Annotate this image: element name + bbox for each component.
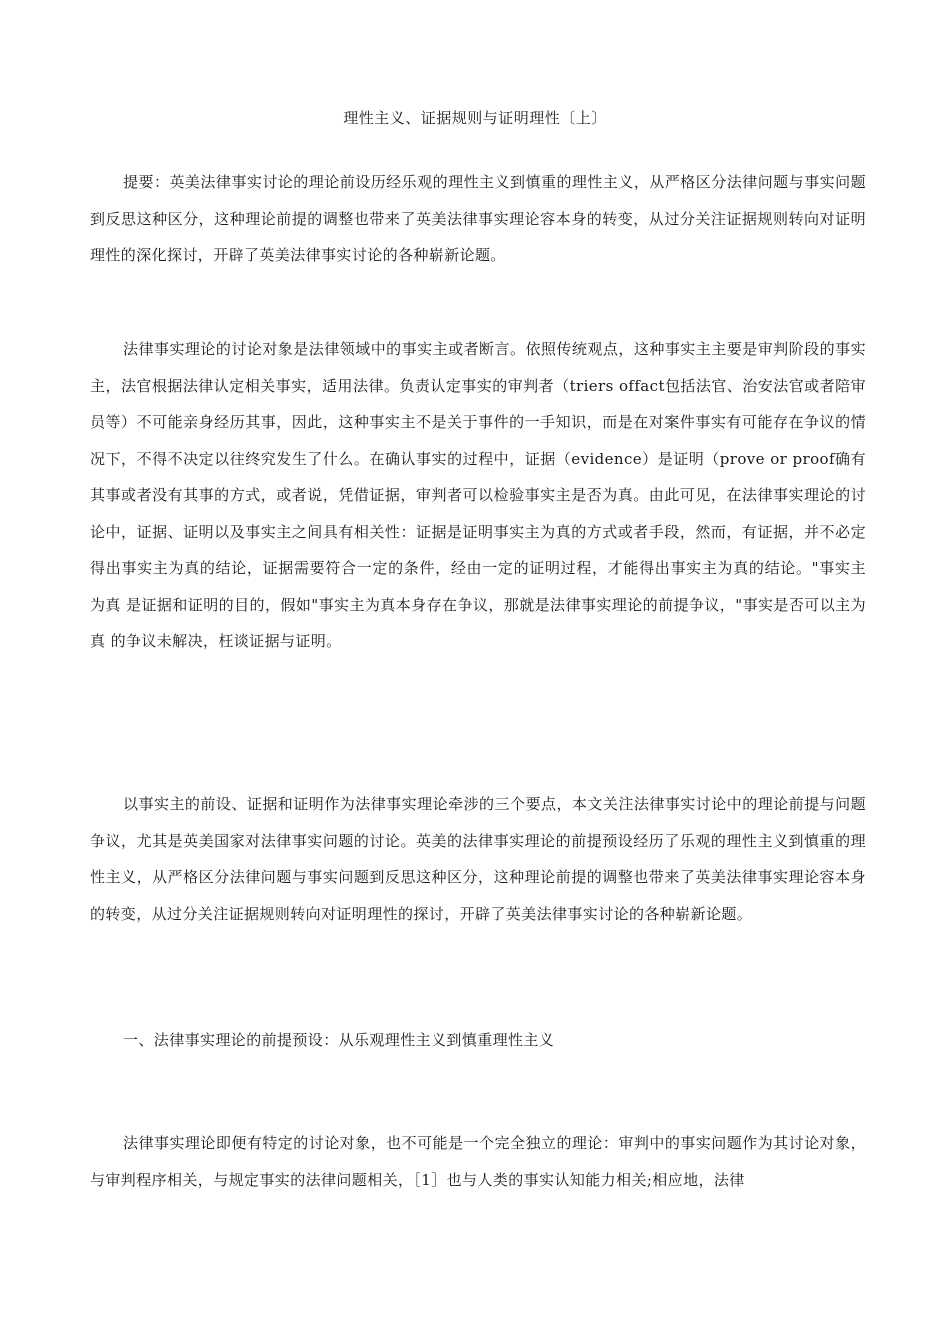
section-heading: 一、法律事实理论的前提预设：从乐观理性主义到慎重理性主义 — [123, 1031, 555, 1049]
document-title: 理性主义、证据规则与证明理性〔上〕 — [343, 109, 607, 127]
body-paragraph-1: 法律事实理论的讨论对象是法律领域中的事实主或者断言。依照传统观点，这种事实主主要是审判阶段的事实主，法官根据法律认定相关事实，适用法律。负责认定事实的审判者（triers offact包括法官、治安法官或者陪审员等）不可能亲身经历其事，因此，这种事实主不是关于事件的一手知识，而是在对案件事实有可能存在争议的情况下，不得不决定以往终究发生了什么。在确认事实的过程中，证据（evidence）是证明（prove or proof确有其事或者没有其事的方式，或者说，凭借证据，审判者可以检验事实主是否为真。由此可见，在法律事实理论的讨论中，证据、证明以及事实主之间具有相关性：证据是证明事实主为真的方式或者手段，然而，有证据，并不必定得出事实主为真的结论，证据需要符合一定的条件，经由一定的证明过程，才能得出事实主为真的结论。"事实主为真 是证据和证明的目的，假如"事实主为真本身存在争议，那就是法律事实理论的前提争议，"事实是否可以主为真 的争议未解决，枉谈证据与证明。 — [90, 340, 866, 650]
body-paragraph-2: 以事实主的前设、证据和证明作为法律事实理论牵涉的三个要点，本文关注法律事实讨论中的理论前提与问题争议，尤其是英美国家对法律事实问题的讨论。英美的法律事实理论的前提预设经历了乐观的理性主义到慎重的理性主义，从严格区分法律问题与事实问题到反思这种区分，这种理论前提的调整也带来了英美法律事实理论容本身的转变，从过分关注证据规则转向对证明理性的探讨，开辟了英美法律事实讨论的各种崭新论题。 — [90, 795, 866, 923]
body-paragraph-3: 法律事实理论即便有特定的讨论对象，也不可能是一个完全独立的理论：审判中的事实问题作为其讨论对象，与审判程序相关，与规定事实的法律问题相关，［1］也与人类的事实认知能力相关;相应地，法律 — [90, 1134, 866, 1189]
abstract-paragraph: 提要：英美法律事实讨论的理论前设历经乐观的理性主义到慎重的理性主义，从严格区分法律问题与事实问题到反思这种区分，这种理论前提的调整也带来了英美法律事实理论容本身的转变，从过分关注证据规则转向对证明理性的深化探讨，开辟了英美法律事实讨论的各种崭新论题。 — [90, 173, 866, 264]
